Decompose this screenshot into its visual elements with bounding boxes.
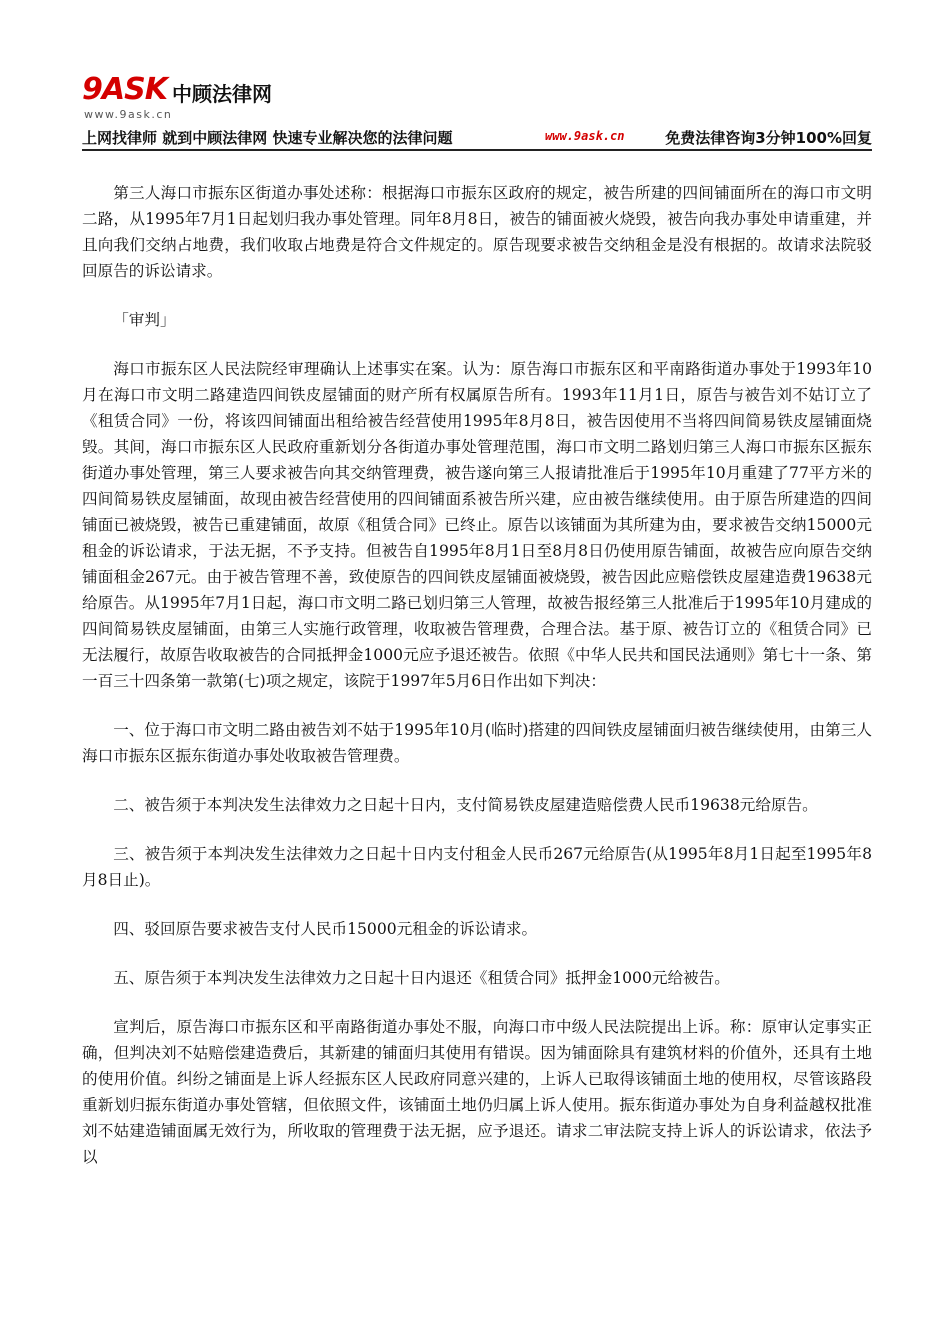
paragraph-court-findings: 海口市振东区人民法院经审理确认上述事实在案。认为：原告海口市振东区和平南路街道办事处于1993年10月在海口市文明二路建造四间铁皮屋铺面的财产所有权属原告所有。1993年11月1日，原告与被告刘不姑订立了《租赁合同》一份，将该四间铺面出租给被告经营使用1995年8月8日，被告因使用不当将四间简易铁皮屋铺面烧毁。其间，海口市振东区人民政府重新划分各街道办事处管理范围，海口市文明二路划归第三人海口市振东区振东街道办事处管理，第三人要求被告向其交纳管理费，被告遂向第三人报请批准后于1995年10月重建了77平方米的四间简易铁皮屋铺面，故现由被告经营使用的四间铺面系被告所兴建，应由被告继续使用。由于原告所建造的四间铺面已被烧毁，被告已重建铺面，故原《租赁合同》已终止。原告以该铺面为其所建为由，要求被告交纳15000元租金的诉讼请求，于法无据，不予支持。但被告自1995年8月1日至8月8日仍使用原告铺面，故被告应向原告交纳铺面租金267元。由于被告管理不善，致使原告的四间铁皮屋铺面被烧毁，被告因此应赔偿铁皮屋建造费19638元给原告。从1995年7月1日起，海口市文明二路已划归第三人管理，故被告报经第三人批准后于1995年10月建成的四间简易铁皮屋铺面，由第三人实施行政管理，收取被告管理费，合理合法。基于原、被告订立的《租赁合同》已无法履行，故原告收取被告的合同抵押金1000元应予退还被告。依照《中华人民共和国民法通则》第七十一条、第一百三十四条第一款第(七)项之规定，该院于1997年5月6日作出如下判决： xyxy=(82,360,872,690)
paragraph-appeal: 宣判后，原告海口市振东区和平南路街道办事处不服，向海口市中级人民法院提出上诉。称：原审认定事实正确，但判决刘不姑赔偿建造费后，其新建的铺面归其使用有错误。因为铺面除具有建筑材料的价值外，还具有土地的使用价值。纠纷之铺面是上诉人经振东区人民政府同意兴建的，上诉人已取得该铺面土地的使用权，尽管该路段重新划归振东街道办事处管辖，但依照文件，该铺面土地仍归属上诉人使用。振东街道办事处为自身利益越权批准刘不姑建造铺面属无效行为，所收取的管理费于法无据，应予退还。请求二审法院支持上诉人的诉讼请求，依法予以 xyxy=(82,1018,872,1166)
paragraph-third-party-statement: 第三人海口市振东区街道办事处述称：根据海口市振东区政府的规定，被告所建的四间铺面所在的海口市文明二路，从1995年7月1日起划归我办事处管理。同年8月8日，被告的铺面被火烧毁，被告向我办事处申请重建，并且向我们交纳占地费，我们收取占地费是符合文件规定的。原告现要求被告交纳租金是没有根据的。故请求法院驳回原告的诉讼请求。 xyxy=(82,184,872,280)
header-consult-text: 免费法律咨询3分钟100%回复 xyxy=(665,129,872,147)
header-tagline-bar xyxy=(82,127,872,151)
site-header xyxy=(82,72,872,152)
header-slogan: 上网找律师 就到中顾法律网 快速专业解决您的法律问题 xyxy=(82,129,453,147)
paragraph-judgment-item-2: 二、被告须于本判决发生法律效力之日起十日内，支付简易铁皮屋建造赔偿费人民币19638元给原告。 xyxy=(113,796,818,814)
document-body xyxy=(82,180,872,1193)
paragraph-judgment-item-3: 三、被告须于本判决发生法律效力之日起十日内支付租金人民币267元给原告(从1995年8月1日起至1995年8月8日止)。 xyxy=(82,845,872,889)
paragraph-judgment-item-5: 五、原告须于本判决发生法律效力之日起十日内退还《租赁合同》抵押金1000元给被告。 xyxy=(113,969,730,987)
header-site-link[interactable]: www.9ask.cn xyxy=(545,129,625,143)
logo-chinese-name: 中顾法律网 xyxy=(172,82,272,106)
logo-brand-text: 9ASK xyxy=(82,72,167,107)
paragraph-judgment-item-1: 一、位于海口市文明二路由被告刘不姑于1995年10月(临时)搭建的四间铁皮屋铺面归被告继续使用，由第三人海口市振东区振东街道办事处收取被告管理费。 xyxy=(82,721,872,765)
paragraph-judgment-item-4: 四、驳回原告要求被告支付人民币15000元租金的诉讼请求。 xyxy=(113,920,538,938)
site-logo[interactable] xyxy=(82,72,282,120)
section-heading-trial: 「审判」 xyxy=(113,311,176,329)
logo-url-text: www.9ask.cn xyxy=(84,108,173,121)
